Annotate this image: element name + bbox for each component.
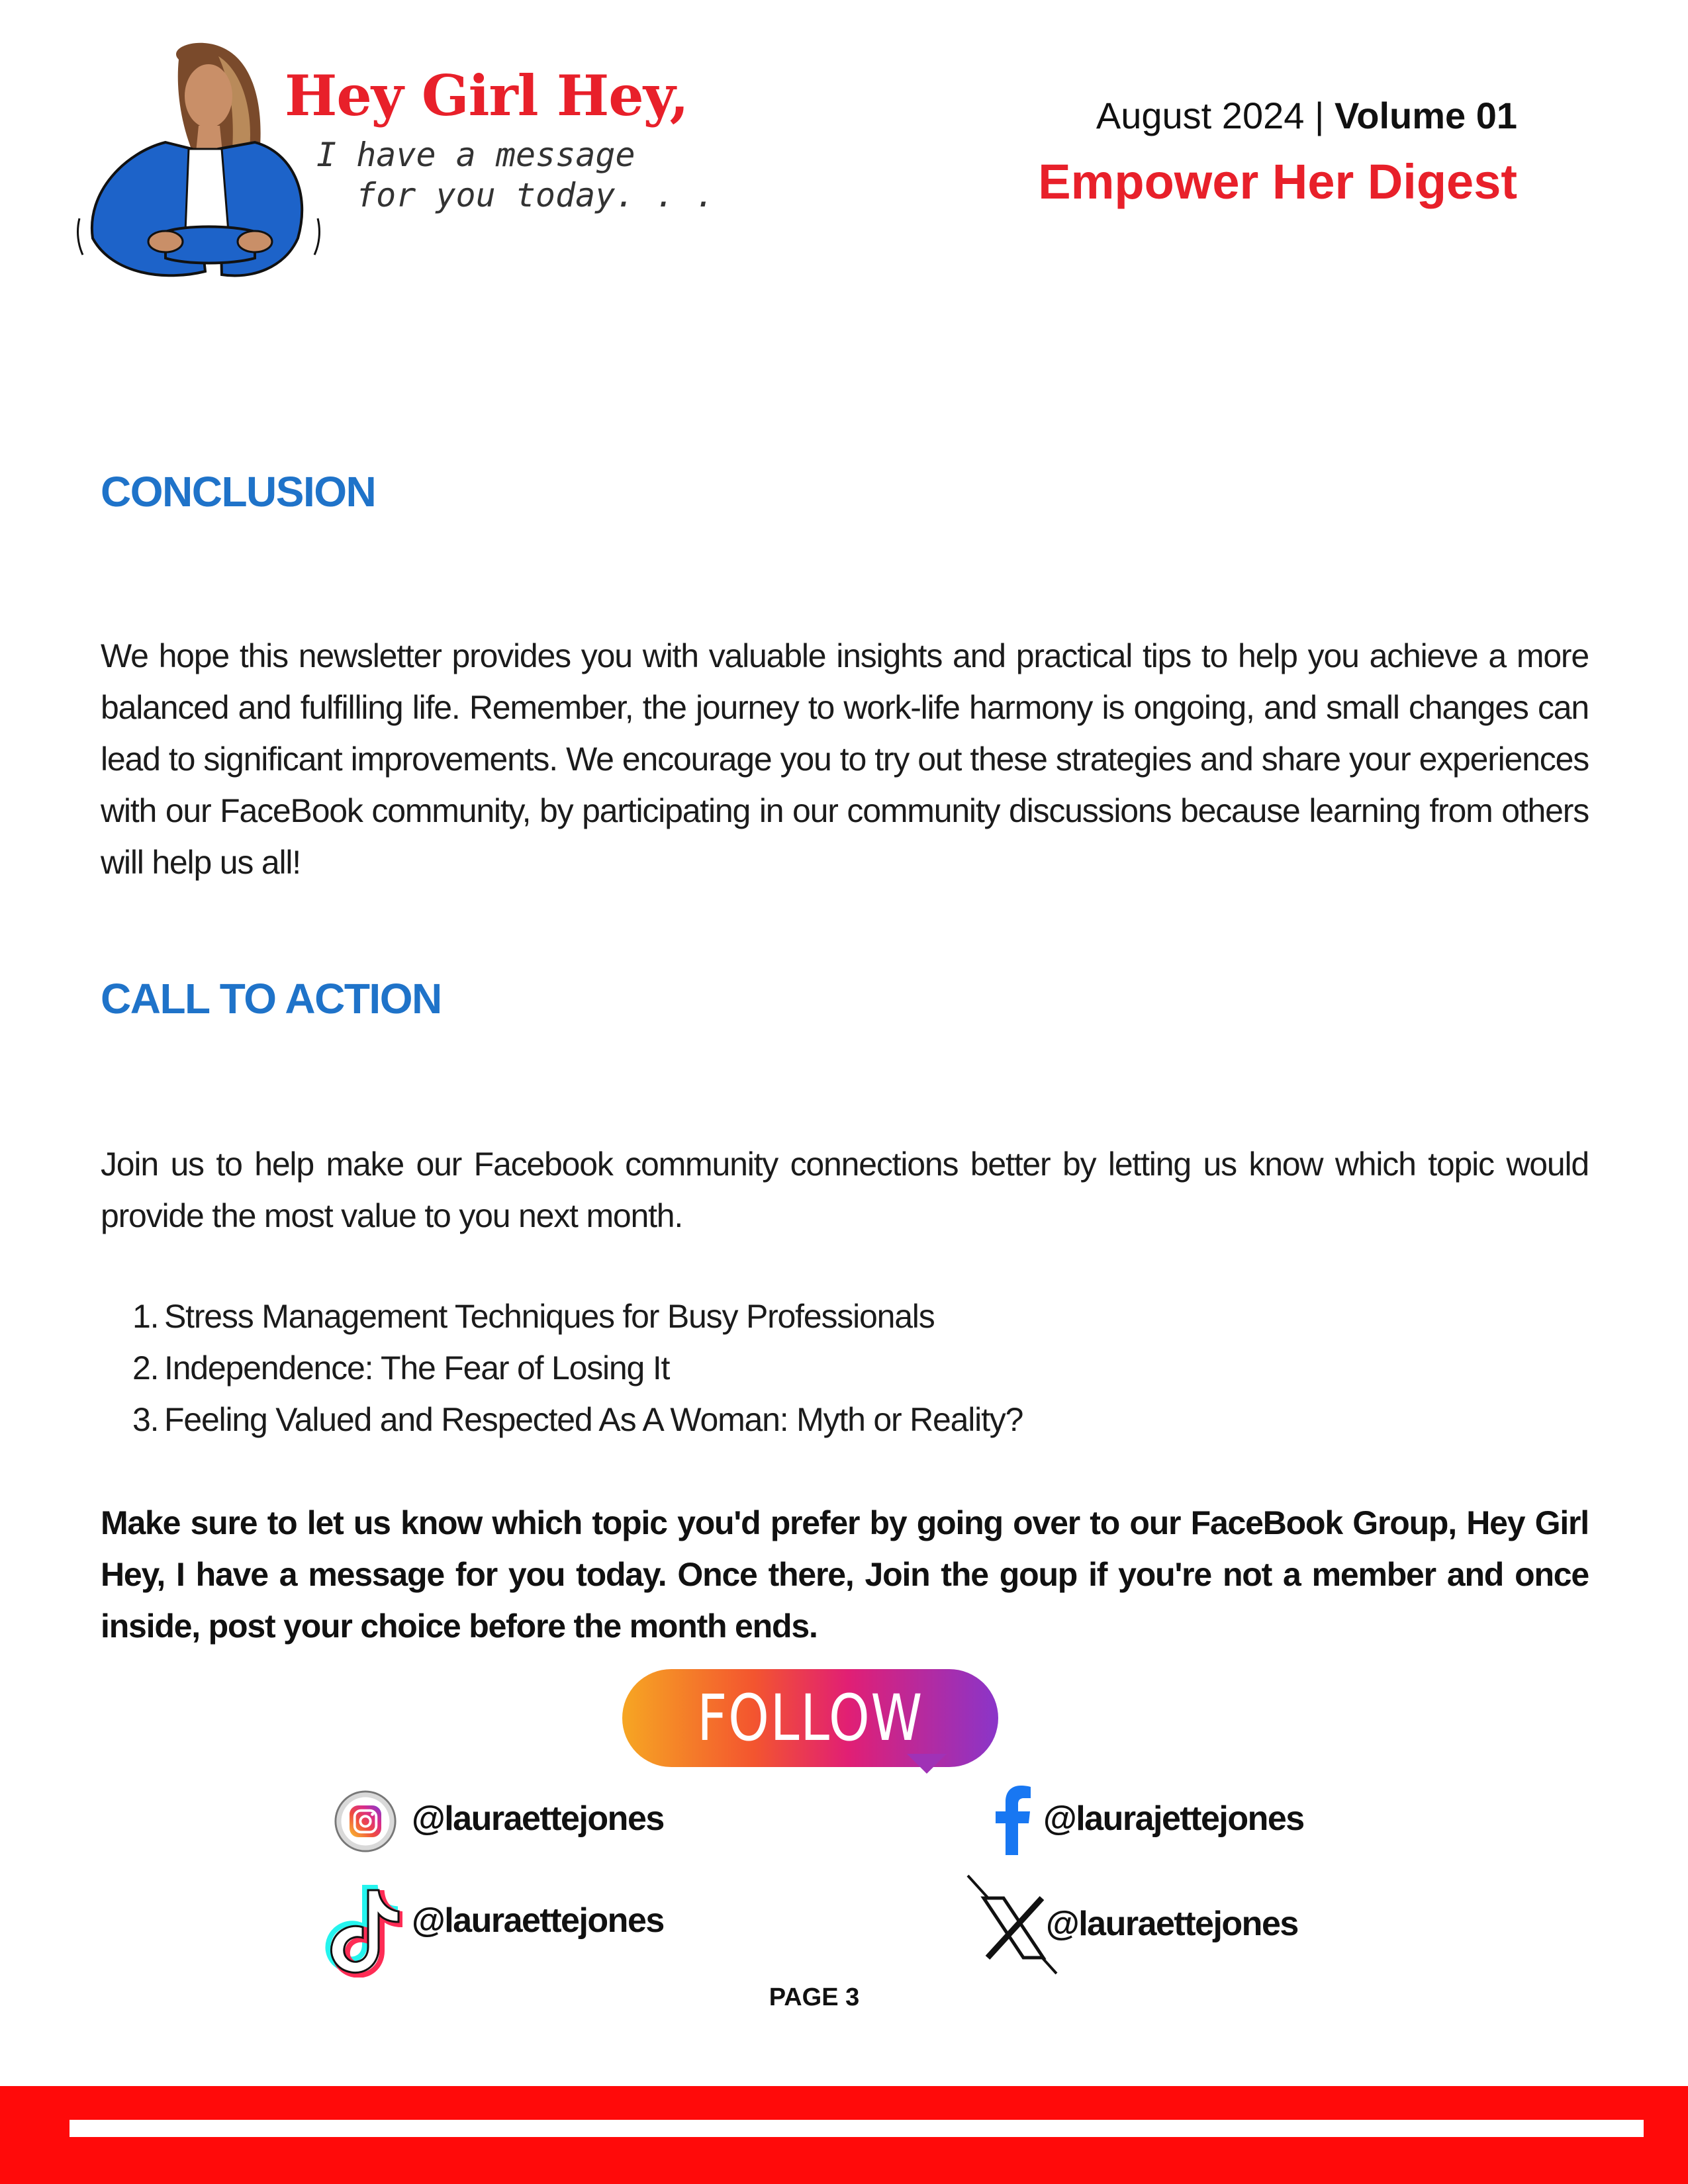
instructions-paragraph: Make sure to let us know which topic you'd prefer by going over to our FaceBook Group, Hey Girl Hey, I have a message for you today. Once there, Join the goup if you're not a member and once inside, post your choice before the month ends.: [101, 1504, 1589, 1645]
topic-list: [132, 1291, 1324, 1445]
logo-tagline-line1: I have a message: [316, 136, 635, 174]
logo-title: Hey Girl Hey,: [285, 63, 688, 128]
facebook-icon: [994, 1785, 1031, 1855]
x-handle[interactable]: @lauraettejones: [1046, 1905, 1298, 1943]
list-item-text: Independence: The Fear of Losing It: [164, 1349, 670, 1387]
call-to-action-heading: CALL TO ACTION: [101, 975, 442, 1023]
page-number: PAGE 3: [769, 1983, 860, 2011]
list-item-number: 1.: [132, 1298, 159, 1335]
issue-volume: Volume 01: [1335, 95, 1517, 136]
issue-date-volume: [1096, 94, 1517, 137]
list-item: [132, 1342, 1324, 1394]
issue-date: August 2024 |: [1096, 95, 1335, 136]
conclusion-heading: CONCLUSION: [101, 468, 376, 516]
list-item: [132, 1291, 1324, 1342]
list-item-text: Stress Management Techniques for Busy Professionals: [164, 1298, 935, 1335]
call-to-action-paragraph: Join us to help make our Facebook community connections better by letting us know which topic would provide the most value to you next month.: [101, 1146, 1589, 1234]
list-item-number: 2.: [132, 1349, 159, 1387]
facebook-handle[interactable]: @laurajettejones: [1043, 1799, 1304, 1838]
logo-illustration: [66, 20, 344, 285]
list-item-text: Feeling Valued and Respected As A Woman: Myth or Reality?: [164, 1401, 1023, 1438]
tiktok-icon: [324, 1885, 402, 1978]
follow-us-badge: [622, 1669, 998, 1853]
follow-us-label: FOLLOW US: [697, 1681, 923, 1853]
footer-divider: [70, 2120, 1644, 2137]
logo-tagline-line2: for you today. . .: [356, 176, 715, 214]
list-item: [132, 1394, 1324, 1445]
conclusion-paragraph: We hope this newsletter provides you with valuable insights and practical tips to help you achieve a more balanced and fulfilling life. Remember, the journey to work-life harmony is ongoing, and small changes can lead to significant improvements. We encourage you to try out these strategies and share your experiences with our FaceBook community, by participating in our community discussions because learning from others will help us all!: [101, 637, 1589, 881]
list-item-number: 3.: [132, 1401, 159, 1438]
instagram-handle[interactable]: @lauraettejones: [412, 1799, 664, 1838]
instagram-icon: [334, 1788, 397, 1854]
tiktok-handle[interactable]: @lauraettejones: [412, 1901, 664, 1940]
digest-title: Empower Her Digest: [1038, 154, 1517, 209]
